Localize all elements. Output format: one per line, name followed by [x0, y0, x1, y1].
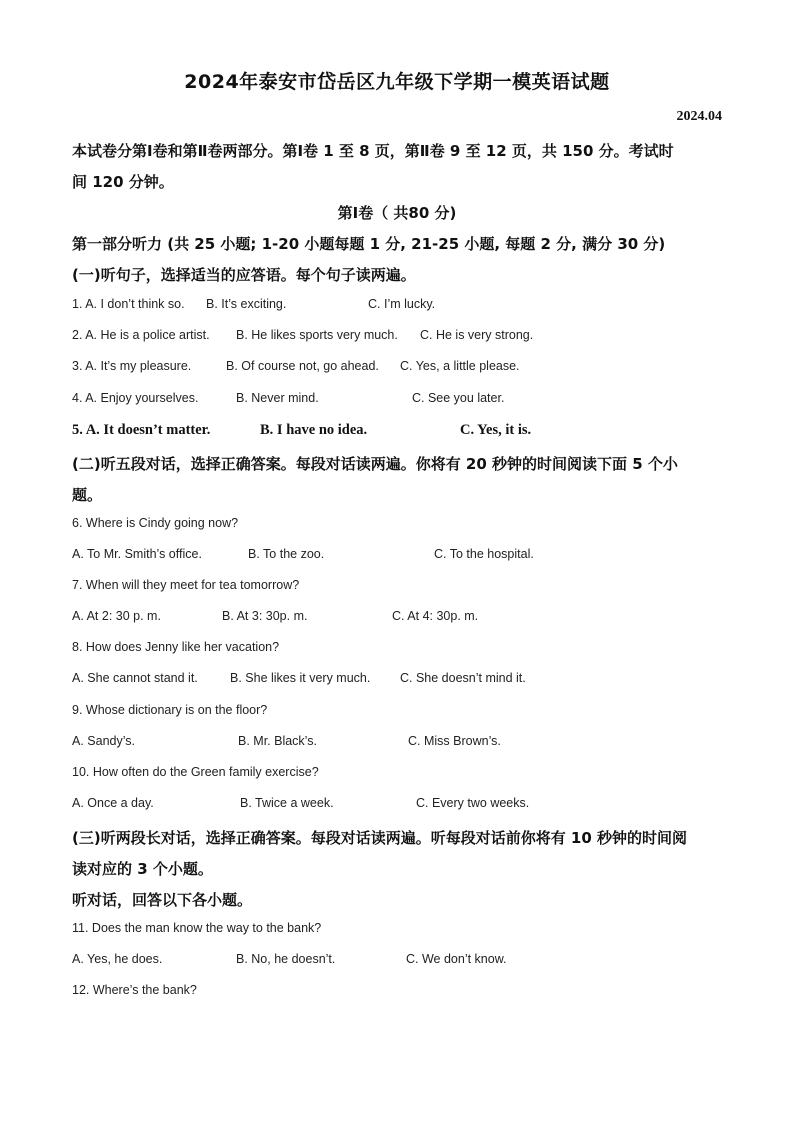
- section-2-heading-line-2: 题。: [72, 486, 103, 504]
- q8-option-a: A. She cannot stand it.: [72, 671, 198, 685]
- intro-line-1: 本试卷分第Ⅰ卷和第Ⅱ卷两部分。第Ⅰ卷 1 至 8 页，第Ⅱ卷 9 至 12 页，共 150 分。考试时: [72, 142, 674, 160]
- section-2-heading-line-1: (二)听五段对话，选择正确答案。每段对话读两遍。你将有 20 秒钟的时间阅读下面 5 个小: [72, 455, 678, 473]
- q12-stem: 12. Where’s the bank?: [72, 983, 197, 997]
- q9-stem: 9. Whose dictionary is on the floor?: [72, 703, 268, 717]
- q8-option-b: B. She likes it very much.: [230, 671, 371, 685]
- q6-option-c: C. To the hospital.: [434, 547, 534, 561]
- q8-option-c: C. She doesn’t mind it.: [400, 671, 526, 685]
- q7-option-c: C. At 4: 30p. m.: [392, 609, 479, 623]
- section-1-heading: (一)听句子，选择适当的应答语。每个句子读两遍。: [72, 266, 416, 284]
- q3-option-c: C. Yes, a little please.: [400, 359, 520, 373]
- page-title: 2024年泰安市岱岳区九年级下学期一模英语试题: [184, 71, 610, 93]
- q6-option-a: A. To Mr. Smith’s office.: [72, 547, 202, 561]
- exam-date: 2024.04: [676, 109, 722, 124]
- q8-stem: 8. How does Jenny like her vacation?: [72, 640, 280, 654]
- part-1-heading: 第一部分听力 (共 25 小题; 1-20 小题每题 1 分, 21-25 小题, 每题 2 分, 满分 30 分): [72, 235, 666, 253]
- q5-option-c: C. Yes, it is.: [460, 422, 532, 438]
- q9-option-a: A. Sandy’s.: [72, 734, 136, 748]
- q10-stem: 10. How often do the Green family exercise?: [72, 765, 319, 779]
- q2-option-c: C. He is very strong.: [420, 328, 534, 342]
- q7-option-a: A. At 2: 30 p. m.: [72, 609, 161, 623]
- q7-stem: 7. When will they meet for tea tomorrow?: [72, 578, 300, 592]
- q10-option-c: C. Every two weeks.: [416, 796, 530, 810]
- q1-option-b: B. It’s exciting.: [206, 297, 287, 311]
- volume-1-title: 第Ⅰ卷（ 共80 分): [337, 204, 457, 222]
- q11-option-c: C. We don’t know.: [406, 952, 507, 966]
- q5-option-b: B. I have no idea.: [260, 422, 368, 438]
- q5-option-a: 5. A. It doesn’t matter.: [72, 422, 211, 438]
- q4-option-a: 4. A. Enjoy yourselves.: [72, 391, 199, 405]
- q3-option-b: B. Of course not, go ahead.: [226, 359, 379, 373]
- q10-option-a: A. Once a day.: [72, 796, 154, 810]
- q9-option-c: C. Miss Brown’s.: [408, 734, 501, 748]
- q3-option-a: 3. A. It’s my pleasure.: [72, 359, 192, 373]
- q4-option-b: B. Never mind.: [236, 391, 319, 405]
- q11-option-a: A. Yes, he does.: [72, 952, 163, 966]
- q1-option-a: 1. A. I don’t think so.: [72, 297, 185, 311]
- q10-option-b: B. Twice a week.: [240, 796, 334, 810]
- q4-option-c: C. See you later.: [412, 391, 505, 405]
- section-3-sub-heading: 听对话，回答以下各小题。: [72, 891, 253, 909]
- q6-stem: 6. Where is Cindy going now?: [72, 516, 239, 530]
- q11-option-b: B. No, he doesn’t.: [236, 952, 336, 966]
- q6-option-b: B. To the zoo.: [248, 547, 325, 561]
- q9-option-b: B. Mr. Black’s.: [238, 734, 317, 748]
- q2-option-b: B. He likes sports very much.: [236, 328, 398, 342]
- q1-option-c: C. I’m lucky.: [368, 297, 436, 311]
- q2-option-a: 2. A. He is a police artist.: [72, 328, 210, 342]
- section-3-heading-line-1: (三)听两段长对话，选择正确答案。每段对话读两遍。听每段对话前你将有 10 秒钟的时间阅: [72, 829, 688, 847]
- section-3-heading-line-2: 读对应的 3 个小题。: [72, 860, 213, 878]
- q11-stem: 11. Does the man know the way to the bank?: [72, 921, 322, 935]
- intro-line-2: 间 120 分钟。: [72, 173, 174, 191]
- q7-option-b: B. At 3: 30p. m.: [222, 609, 308, 623]
